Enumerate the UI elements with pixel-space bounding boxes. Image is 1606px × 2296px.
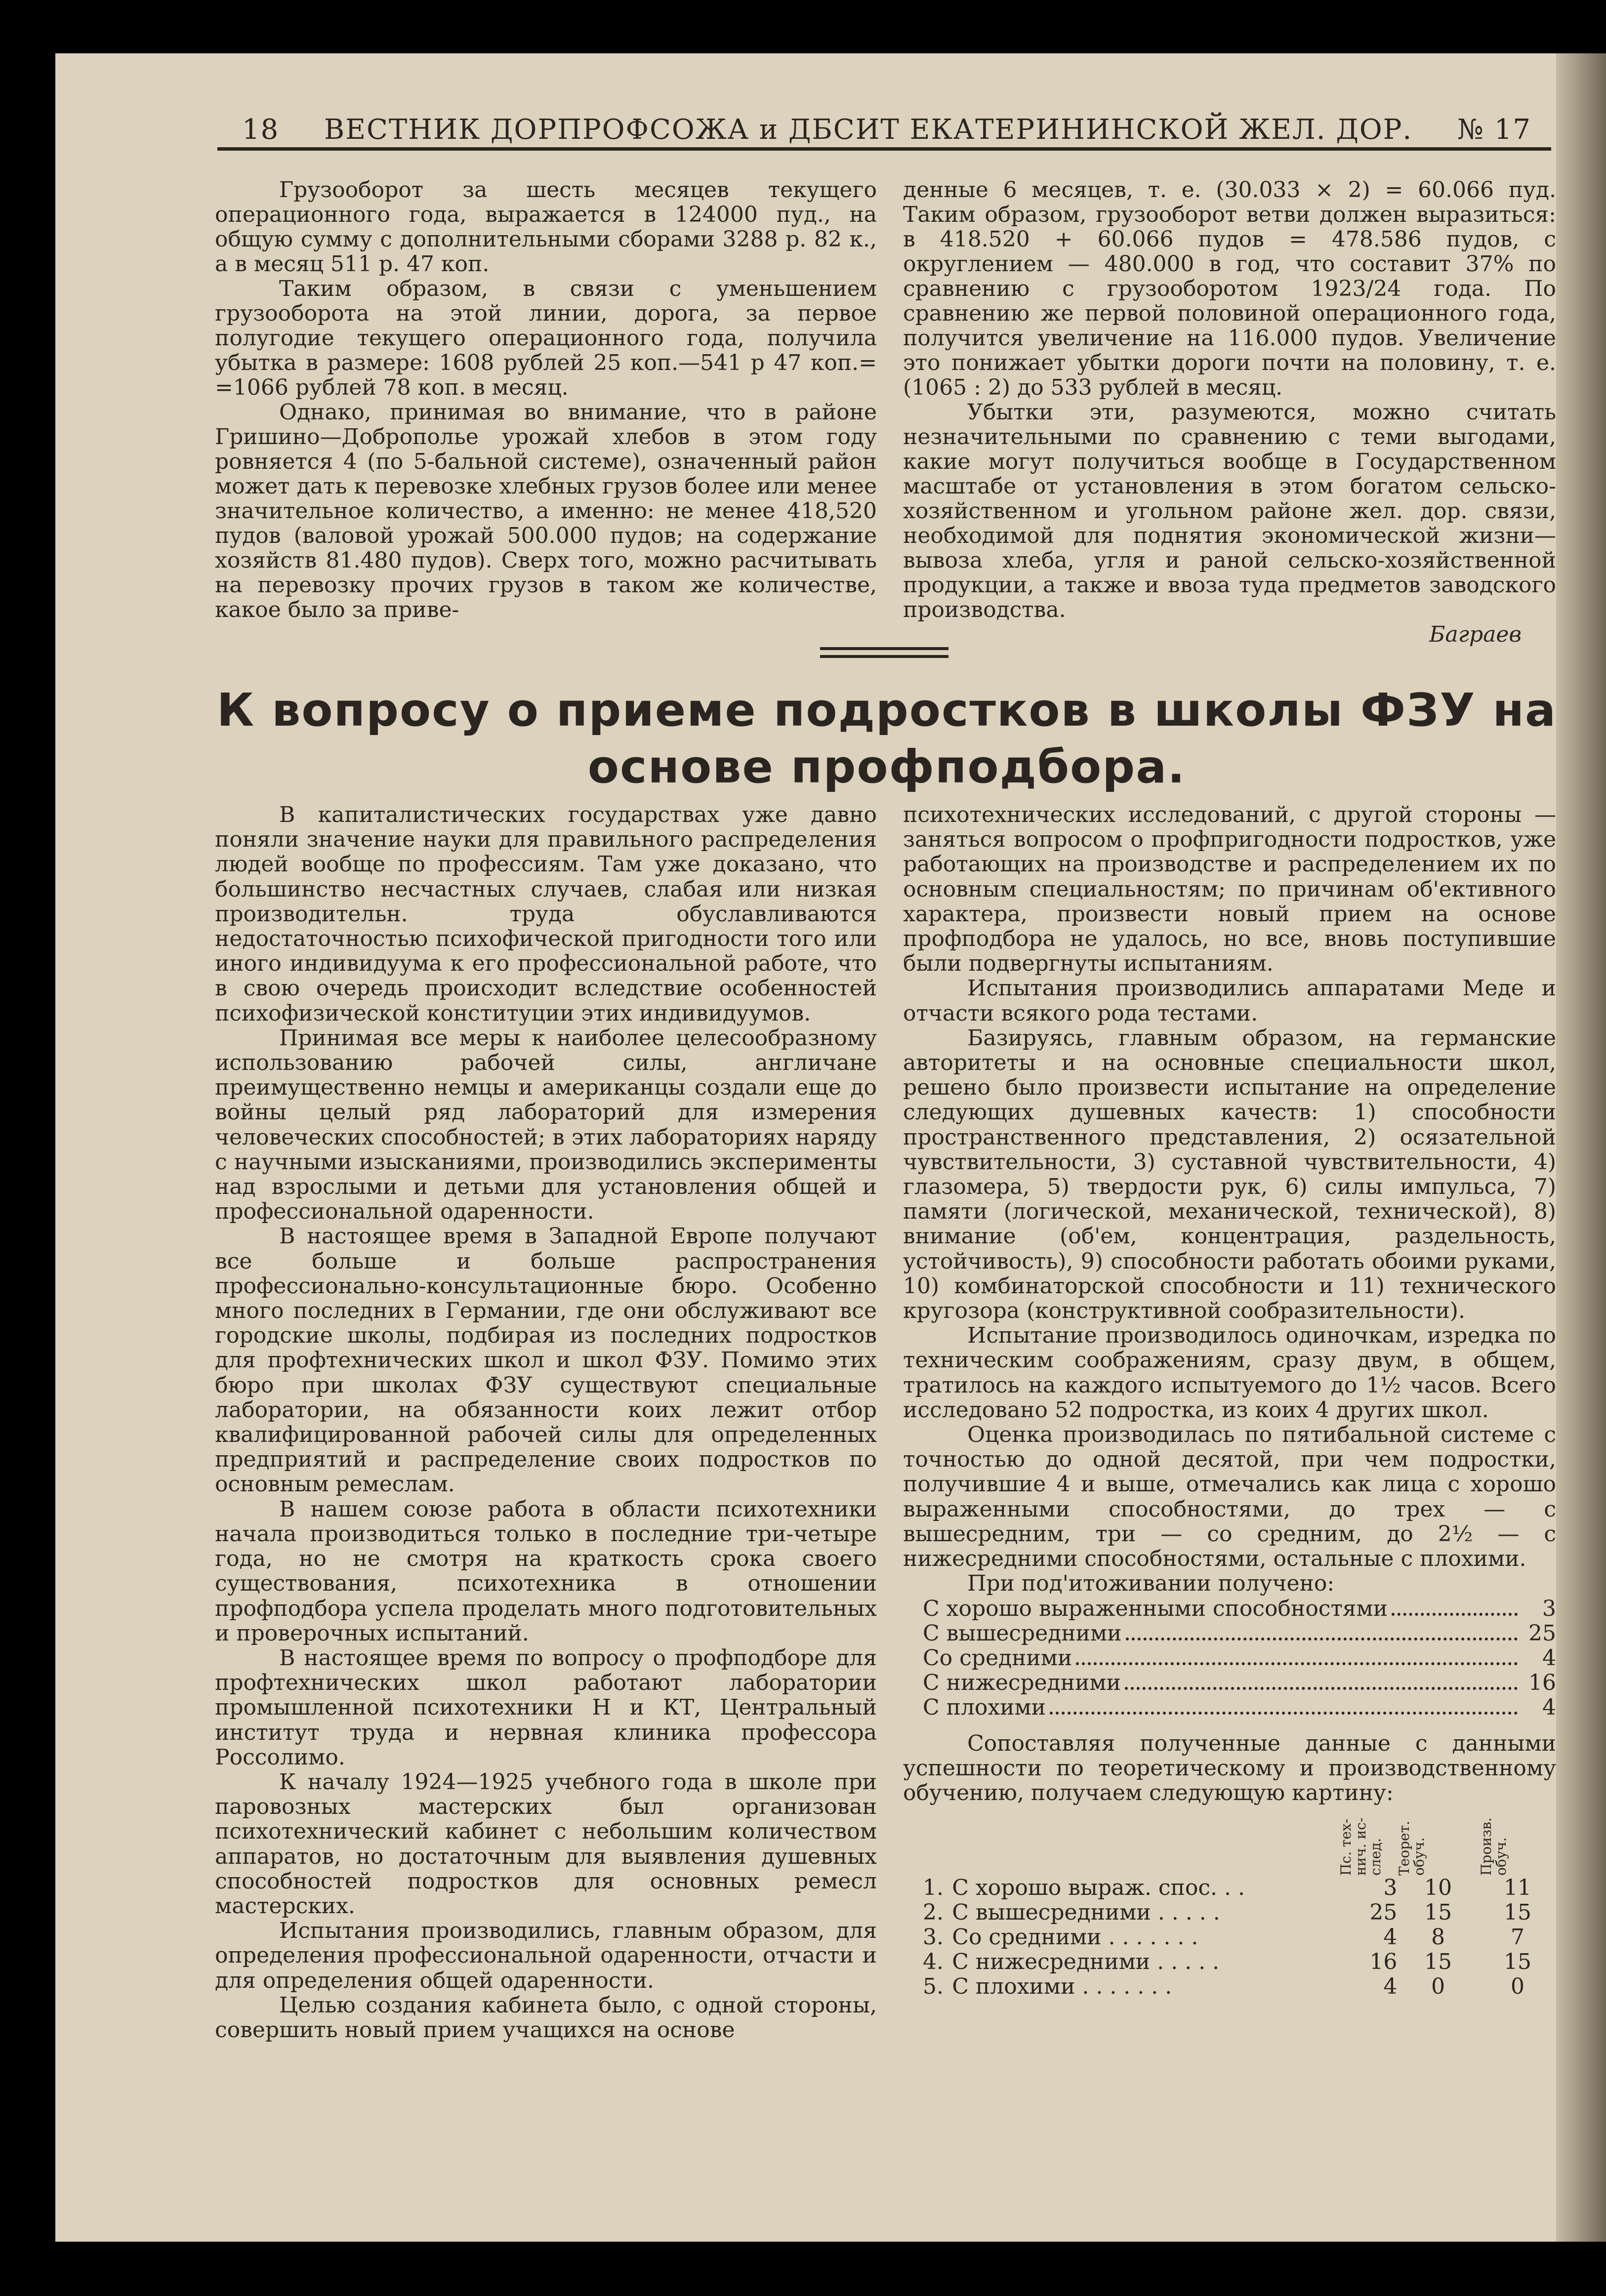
paragraph: Базируясь, главным образом, на германские авторитеты и на основные специальности школ, решено было произвести испытание на определение следующих душевных качеств: 1) способности пространственного представления, 2) осязательной чувствительности, 3) суставной чувствительности, 4) глазомера, 5) твердости рук, 6) силы импульса, 7) памяти (логической, механической, технической), 8) внимание (об'ем, концентрация, раздельность, устойчивость), 9) способности работать обоими руками, 10) комбинаторской способности и 11) технического кругозора (конструктивной сообразительности). xyxy=(903,1025,1556,1324)
prod-value: 7 xyxy=(1510,1925,1524,1950)
paragraph: психотехнических исследований, с другой стороны — заняться вопросом о профпригодности подростков, уже работающих на производстве и распределением их по основным специальностям; по причинам об'ективного характера, произвести новый прием на основе профподбора не удалось, но все, вновь поступившие были подвергнуты испытаниям. xyxy=(903,802,1556,977)
table-row xyxy=(923,1950,1556,1974)
row-number: 1. xyxy=(923,1875,944,1901)
tally-label: С нижесредними xyxy=(923,1670,1121,1696)
tally-count: 25 xyxy=(1528,1620,1556,1646)
tally-label: С плохими xyxy=(923,1695,1046,1721)
paragraph: Сопоставляя полученные данные с данными успешности по теоретическому и производственному обучению, получаем следующую картину: xyxy=(903,1730,1556,1805)
main-article-left-column xyxy=(215,803,877,2043)
tally-row xyxy=(923,1695,1556,1720)
row-number: 3. xyxy=(923,1925,944,1950)
paragraph: Испытания производились, главным образом, для определения профессиональной одаренности, отчасти и для определения общей одаренности. xyxy=(215,1918,877,1993)
top-article-right-column xyxy=(903,178,1556,647)
psy-value: 3 xyxy=(1383,1875,1398,1901)
row-number: 2. xyxy=(923,1900,944,1926)
psy-value: 16 xyxy=(1369,1949,1398,1975)
journal-title: ВЕСТНИК ДОРПРОФСОЖА и ДБСИТ ЕКАТЕРИНИНСКОЙ ЖЕЛ. ДОР. xyxy=(324,114,1413,146)
row-label: С вышесредними . . . . . xyxy=(952,1900,1220,1926)
tally-row xyxy=(923,1646,1556,1671)
paragraph: Однако, принимая во внимание, что в районе Гришино—Доброполье урожай хлебов в этом году ровняется 4 (по 5-бальной системе), означенный район может дать к перевозке хлебных грузов более или менее значительное количество, а именно: не менее 418,520 пудов (валовой урожай 500.000 пудов; на содержание хозяйств 81.480 пудов). Сверх того, можно расчитывать на перевозку прочих грузов в таком же количестве, какое было за приве- xyxy=(215,400,877,622)
tally-label: С вышесредними xyxy=(923,1620,1122,1646)
table-header-row xyxy=(923,1811,1556,1876)
tally-label: Со средними xyxy=(923,1645,1072,1671)
theory-value: 15 xyxy=(1424,1949,1452,1975)
row-number: 5. xyxy=(923,1974,944,2000)
main-article-right-column xyxy=(903,803,1556,1999)
tally-row xyxy=(923,1597,1556,1621)
theory-value: 0 xyxy=(1431,1974,1445,2000)
paragraph: Убытки эти, разумеются, можно считать незначительными по сравнению с теми выгодами, какие могут получиться вообще в Государственном масштабе от установления в этом богатом сельско-хозяйственном и угольном районе жел. дор. связи, необходимой для поднятия экономической жизни—вывоза хлеба, угля и раной сельско-хозяйственной продукции, а также и ввоза туда предметов заводского производства. xyxy=(903,400,1556,622)
paragraph: В настоящее время в Западной Европе получают все больше и больше распространения профессионально-консультационные бюро. Особенно много последних в Германии, где они обслуживают все городские школы, подбирая из последних подростков для профтехнических школ и школ ФЗУ. Помимо этих бюро при школах ФЗУ существуют специальные лаборатории, на обязанности коих лежит отбор квалифицированной рабочей силы для определенных предприятий и распределение своих подростков по основным ремеслам. xyxy=(215,1224,877,1497)
author-signature: Баграев xyxy=(1429,622,1522,647)
psy-value: 25 xyxy=(1369,1900,1398,1926)
tally-label: С хорошо выраженными способностями xyxy=(923,1596,1388,1621)
tally-count: 3 xyxy=(1542,1596,1556,1621)
paragraph: Таким образом, в связи с уменьшением грузооборота на этой линии, дорога, за первое полугодие текущего операционного года, получила убытка в размере: 1608 рублей 25 коп.—541 р 47 коп.= =1066 рублей 78 коп. в месяц. xyxy=(215,276,877,400)
paragraph: Целью создания кабинета было, с одной стороны, совершить новый прием учащихся на основе xyxy=(215,1992,877,2043)
paragraph: Испытание производилось одиночкам, изредка по техническим соображениям, сразу двум, в общем, тратилось на каждого испытуемого до 1½ часов. Всего исследовано 52 подростка, из коих 4 других школ. xyxy=(903,1323,1556,1423)
table-row xyxy=(923,1876,1556,1900)
psy-value: 4 xyxy=(1383,1974,1398,2000)
column-header: Произв. обуч. xyxy=(1478,1817,1509,1876)
theory-value: 15 xyxy=(1424,1900,1452,1926)
row-label: Со средними . . . . . . . xyxy=(952,1925,1198,1950)
paragraph: Оценка производилась по пятибальной системе с точностью до одной десятой, при чем подростки, получившие 4 и выше, отмечались как лица с хорошо выраженными способностями, до трех — с вышесредним, три — со средним, до 2½ — с нижесредними способностями, остальные с плохими. xyxy=(903,1422,1556,1572)
prod-value: 0 xyxy=(1510,1974,1524,2000)
page-edge xyxy=(1556,53,1606,2242)
paragraph: К началу 1924—1925 учебного года в школе при паровозных мастерских был организован психотехнический кабинет с небольшим количеством аппаратов, но достаточным для выявления душевных способностей подростков для основных ремесл мастерских. xyxy=(215,1769,877,1919)
header-rule xyxy=(217,147,1551,151)
prod-value: 11 xyxy=(1503,1875,1531,1901)
theory-value: 10 xyxy=(1424,1875,1452,1901)
tally-row xyxy=(923,1621,1556,1646)
issue-number: № 17 xyxy=(1457,114,1531,146)
tally-row xyxy=(923,1671,1556,1695)
row-label: С хорошо выраж. спос. . . xyxy=(952,1875,1245,1901)
prod-value: 15 xyxy=(1503,1900,1531,1926)
tally-count: 16 xyxy=(1528,1670,1556,1696)
theory-value: 8 xyxy=(1431,1925,1445,1950)
paragraph: В капиталистических государствах уже давно поняли значение науки для правильного распределения людей вообще по профессиям. Там уже доказано, что большинство несчастных случаев, слабая или низкая производительн. труда обуславливаются недостаточностью психофической пригодности того или иного индивидуума к его профессиональной работе, что в свою очередь происходит вследствие особенностей психофизической конституции этих индивидуумов. xyxy=(215,802,877,1026)
results-table xyxy=(923,1811,1556,1999)
column-header: Теорет. обуч. xyxy=(1396,1821,1428,1876)
paragraph: При под'итоживании получено: xyxy=(967,1571,1335,1597)
paragraph: Испытания производились аппаратами Меде и отчасти всякого рода тестами. xyxy=(903,976,1556,1026)
row-label: С нижесредними . . . . . xyxy=(952,1949,1220,1975)
paragraph: В нашем союзе работа в области психотехники начала производиться только в последние три-четыре года, но не смотря на краткость срока своего существования, психотехника в отношении профподбора успела проделать много подготовительных и проверочных испытаний. xyxy=(215,1496,877,1646)
row-label: С плохими . . . . . . . xyxy=(952,1974,1172,2000)
article-title: К вопросу о приеме подростков в школы ФЗУ на основе профподбора. xyxy=(216,684,1557,793)
tally-count: 4 xyxy=(1542,1695,1556,1721)
paragraph: Грузооборот за шесть месяцев текущего операционного года, выражается в 124000 пуд., на общую сумму с дополнительными сборами 3288 р. 82 к., а в месяц 511 р. 47 коп. xyxy=(215,177,877,277)
column-header: Пс. тех-нич. ис-след. xyxy=(1337,1817,1384,1876)
tally-list xyxy=(903,1597,1556,1721)
paragraph: Принимая все меры к наиболее целесообразному использованию рабочей силы, англичане преимущественно немцы и американцы создали еще до войны целый ряд лабораторий для измерения человеческих способностей; в этих лабораториях наряду с научными изысканиями, производились эксперименты над взрослыми и детьми для установления общей и профессиональной одаренности. xyxy=(215,1025,877,1225)
paragraph: В настоящее время по вопросу о профподборе для профтехнических школ работают лаборатории промышленной психотехники Н и КТ, Центральный институт труда и нервная клиника профессора Россолимо. xyxy=(215,1645,877,1770)
table-row xyxy=(923,1925,1556,1950)
table-row xyxy=(923,1974,1556,1999)
tally-count: 4 xyxy=(1542,1645,1556,1671)
page-header xyxy=(163,111,1531,146)
top-article-left-column xyxy=(215,178,877,622)
paragraph: денные 6 месяцев, т. е. (30.033 × 2) = 60.066 пуд. Таким образом, грузооборот ветви должен выразиться: в 418.520 + 60.066 пудов = 478.586 пудов, с округлением — 480.000 в год, что составит 37% по сравнению с грузооборотом 1923/24 года. По сравнению же первой половиной операционного года, получится увеличение на 116.000 пудов. Увеличение это понижает убытки дороги почти на половину, т. е. (1065 : 2) до 533 рублей в месяц. xyxy=(903,177,1556,400)
prod-value: 15 xyxy=(1503,1949,1531,1975)
table-row xyxy=(923,1900,1556,1925)
page-number: 18 xyxy=(242,114,280,146)
row-number: 4. xyxy=(923,1949,944,1975)
article-divider xyxy=(820,647,948,650)
psy-value: 4 xyxy=(1383,1925,1398,1950)
article-divider xyxy=(820,655,948,658)
